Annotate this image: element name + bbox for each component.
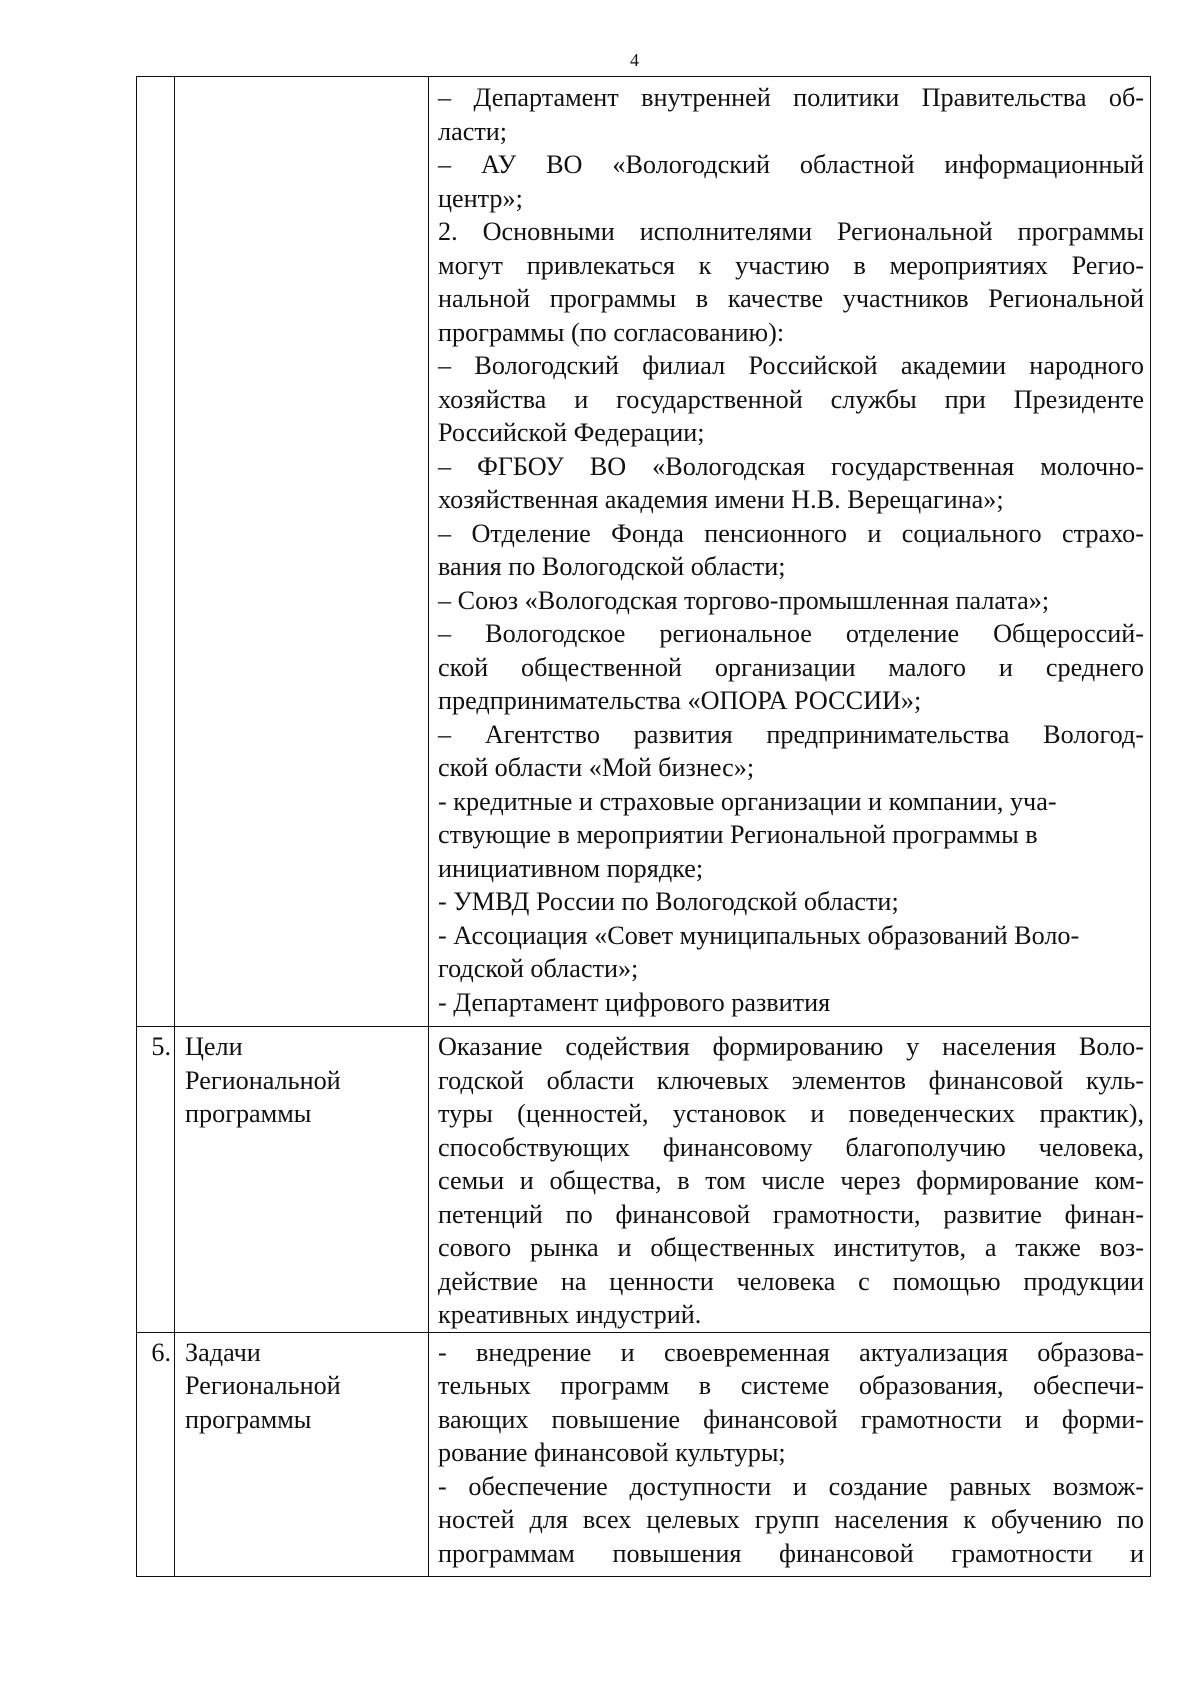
row-content-line: – Союз «Вологодская торгово-промышленная палата»; <box>438 585 1050 615</box>
row-content-line: - УМВД России по Вологодской области; <box>438 887 899 916</box>
row-content-line: – ФГБОУ ВО «Вологодская государственная молочно- <box>438 451 1144 481</box>
row-content-line: тельных программ в системе образования, обеспечи- <box>438 1371 1144 1400</box>
row-number <box>137 1027 175 1333</box>
row-content-line: ласти; <box>438 116 508 146</box>
program-passport-table <box>136 76 1151 1577</box>
row-content-line: петенций по финансовой грамотности, развитие финан- <box>438 1199 1144 1229</box>
row-number <box>137 77 175 1027</box>
row-content-line: сового рынка и общественных институтов, а также воз- <box>438 1233 1144 1262</box>
row-content-line: ностей для всех целевых групп населения к обучению по <box>438 1505 1144 1534</box>
row-number-text: 6. <box>151 1337 171 1367</box>
row-content-line: годской области ключевых элементов финансовой куль- <box>438 1065 1144 1095</box>
row-title-line: программы <box>185 1099 312 1128</box>
row-content-line: - внедрение и своевременная актуализация образова- <box>438 1337 1144 1367</box>
row-content-line: ской области «Мой бизнес»; <box>438 753 755 782</box>
row-content-line: могут привлекаться к участию в мероприятиях Регио- <box>438 250 1144 280</box>
table-row <box>137 1027 1151 1333</box>
row-content-line: центр»; <box>438 183 523 213</box>
row-content-line: предпринимательства «ОПОРА РОССИИ»; <box>438 686 922 715</box>
row-content-line: Российской Федерации; <box>438 418 705 447</box>
row-content-line: семьи и общества, в том числе через формирование ком- <box>438 1166 1144 1195</box>
row-content-line: способствующих финансовому благополучию человека, <box>438 1132 1144 1162</box>
row-content-line: - Департамент цифрового развития <box>438 987 831 1017</box>
row-content-line: – АУ ВО «Вологодский областной информационный <box>438 150 1144 179</box>
row-content-line: хозяйства и государственной службы при Президенте <box>438 384 1144 414</box>
row-content-line: вания по Вологодской области; <box>438 552 786 581</box>
row-content-line: 2. Основными исполнителями Региональной программы <box>438 217 1144 246</box>
row-content-line: туры (ценностей, установок и поведенческих практик), <box>438 1099 1144 1128</box>
row-title <box>175 1027 429 1333</box>
row-title <box>175 1332 429 1576</box>
table-row <box>137 77 1151 1027</box>
row-title-line: Цели <box>185 1032 243 1061</box>
row-title-line: Региональной <box>185 1371 341 1400</box>
row-content-line: рование финансовой культуры; <box>438 1438 786 1467</box>
row-content-line: креативных индустрий. <box>438 1300 702 1329</box>
row-content-line: – Агентство развития предпринимательства Вологод- <box>438 719 1144 749</box>
row-content-line: годской области»; <box>438 954 639 983</box>
table-row <box>137 1332 1151 1576</box>
row-content-line: – Отделение Фонда пенсионного и социального страхо- <box>438 518 1144 548</box>
row-content-line: действие на ценности человека с помощью продукции <box>438 1266 1144 1296</box>
row-content-line: - обеспечение доступности и создание равных возмож- <box>438 1471 1144 1501</box>
row-content-line: – Вологодский филиал Российской академии народного <box>438 351 1144 380</box>
row-number-text: 5. <box>151 1032 171 1061</box>
row-content-line: - Ассоциация «Совет муниципальных образований Воло- <box>438 920 1080 950</box>
page-number: 4 <box>630 50 639 70</box>
row-title-line: Региональной <box>185 1065 341 1095</box>
row-number <box>137 1332 175 1576</box>
row-content-line: хозяйственная академия имени Н.В. Верещагина»; <box>438 485 1004 514</box>
row-content-line: – Департамент внутренней политики Правительства об- <box>438 83 1144 112</box>
row-content-line: программам повышения финансовой грамотности и <box>438 1538 1144 1568</box>
row-content-line: Оказание содействия формированию у населения Воло- <box>438 1032 1144 1061</box>
row-content-line: ской общественной организации малого и среднего <box>438 652 1144 682</box>
row-content-line: инициативном порядке; <box>438 853 704 883</box>
row-title-line: Задачи <box>185 1337 261 1367</box>
row-content <box>429 1027 1151 1333</box>
row-title <box>175 77 429 1027</box>
row-content-line: программы (по согласованию): <box>438 317 785 347</box>
row-content-line: – Вологодское региональное отделение Общероссий- <box>438 619 1144 648</box>
row-content-line: ствующие в мероприятии Региональной программы в <box>438 820 1038 849</box>
row-content <box>429 1332 1151 1576</box>
row-content <box>429 77 1151 1027</box>
row-title-line: программы <box>185 1404 312 1434</box>
row-content-line: - кредитные и страховые организации и компании, уча- <box>438 786 1057 816</box>
row-content-line: вающих повышение финансовой грамотности и форми- <box>438 1404 1144 1434</box>
row-content-line: нальной программы в качестве участников Региональной <box>438 284 1144 313</box>
